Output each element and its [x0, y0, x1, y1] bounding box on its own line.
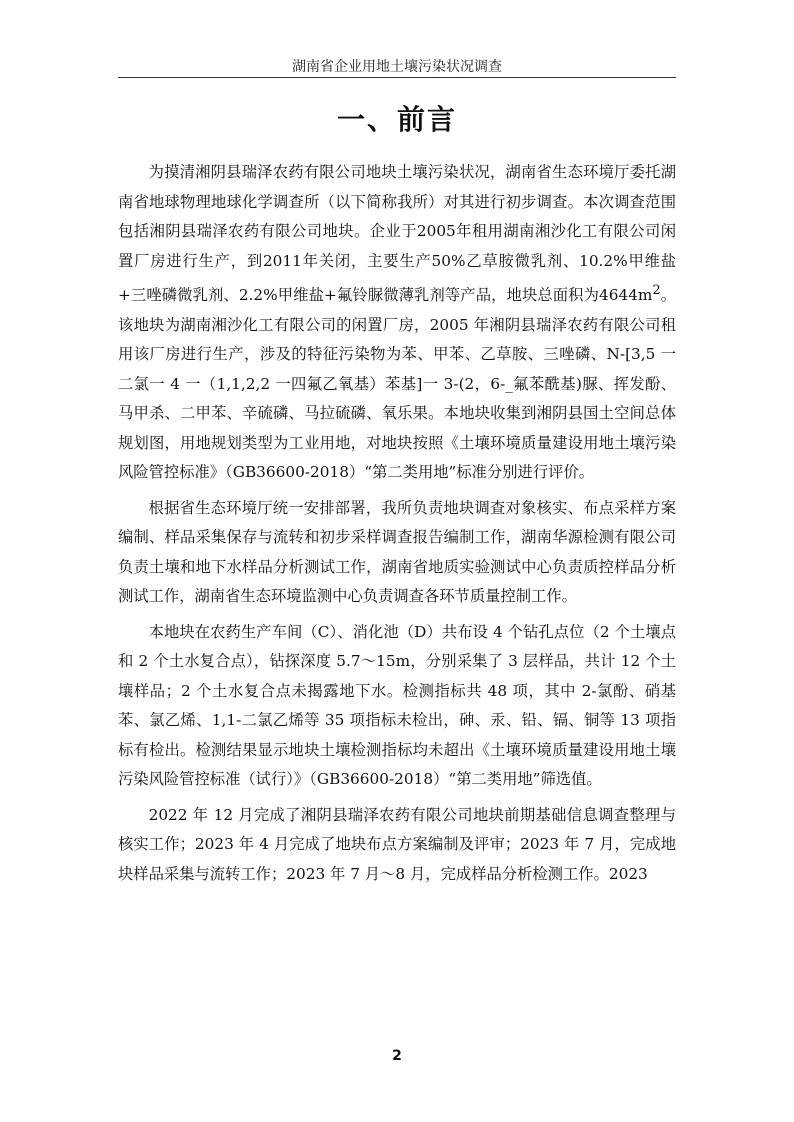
header-divider — [118, 77, 676, 78]
area-unit-superscript: 2 — [652, 283, 661, 298]
paragraph-4: 2022 年 12 月完成了湘阴县瑞泽农药有限公司地块前期基础信息调查整理与核实工作；2023 年 4 月完成了地块布点方案编制及评审；2023 年 7 月，完成地块样品采集与流转工作；2023 年 7 月～8 月，完成样品分析检测工作。2023 — [118, 805, 676, 883]
body-text — [118, 158, 676, 895]
chapter-title: 一、前言 — [336, 103, 457, 136]
paragraph-1-part-2: 。该地块为湖南湘沙化工有限公司的闲置厂房，2005 年湘阴县瑞泽农药有限公司租用该厂房进行生产，涉及的特征污染物为苯、甲苯、乙草胺、三唑磷、N-[3,5 一二氯一 4 一（1,1,2,2 一四氟乙氧基）苯基]一 3-(2，6-_氟苯酰基)脲、挥发酚、马甲杀、二甲苯、辛硫磷、马拉硫磷、氧乐果。本地块收集到湘阴县国土空间总体规划图，用地规划类型为工业用地，对地块按照《土壤环境质量建设用地土壤污染风险管控标准》（GB36600-2018）“第二类用地”标准分别进行评价。 — [118, 286, 676, 482]
running-header: 湖南省企业用地土壤污染状况调查 — [292, 59, 502, 75]
paragraph-1-part-1: 为摸清湘阴县瑞泽农药有限公司地块土壤污染状况，湖南省生态环境厅委托湖南省地球物理地球化学调查所（以下简称我所）对其进行初步调查。本次调查范围包括湘阴县瑞泽农药有限公司地块。企业于2005年租用湖南湘沙化工有限公司闲置厂房进行生产，到2011年关闭，主要生产50%乙草胺微乳剂、10.2%甲维盐+三唑磷微乳剂、2.2%甲维盐+氟铃脲微薄乳剂等产品，地块总面积为4644m — [118, 163, 676, 305]
paragraph-1 — [118, 158, 676, 488]
page-number: 2 — [392, 1048, 402, 1064]
paragraph-3: 本地块在农药生产车间（C）、消化池（D）共布设 4 个钻孔点位（2 个土壤点和 2 个土水复合点），钻探深度 5.7～15m，分别采集了 3 层样品，共计 12 个土壤样品；2 个土水复合点未揭露地下水。检测指标共 48 项，其中 2-氯酚、硝基苯、氯乙烯、1,1-二氯乙烯等 35 项指标未检出，砷、汞、铅、镉、铜等 13 项指标有检出。检测结果显示地块土壤检测指标均未超出《土壤环境质量建设用地土壤污染风险管控标准（试行）》（GB36600-2018）“第二类用地”筛选值。 — [118, 622, 676, 789]
paragraph-2: 根据省生态环境厅统一安排部署，我所负责地块调查对象核实、布点采样方案编制、样品采集保存与流转和初步采样调查报告编制工作，湖南华源检测有限公司负责土壤和地下水样品分析测试工作，湖南省地质实验测试中心负责质控样品分析测试工作，湖南省生态环境监测中心负责调查各环节质量控制工作。 — [118, 498, 676, 606]
